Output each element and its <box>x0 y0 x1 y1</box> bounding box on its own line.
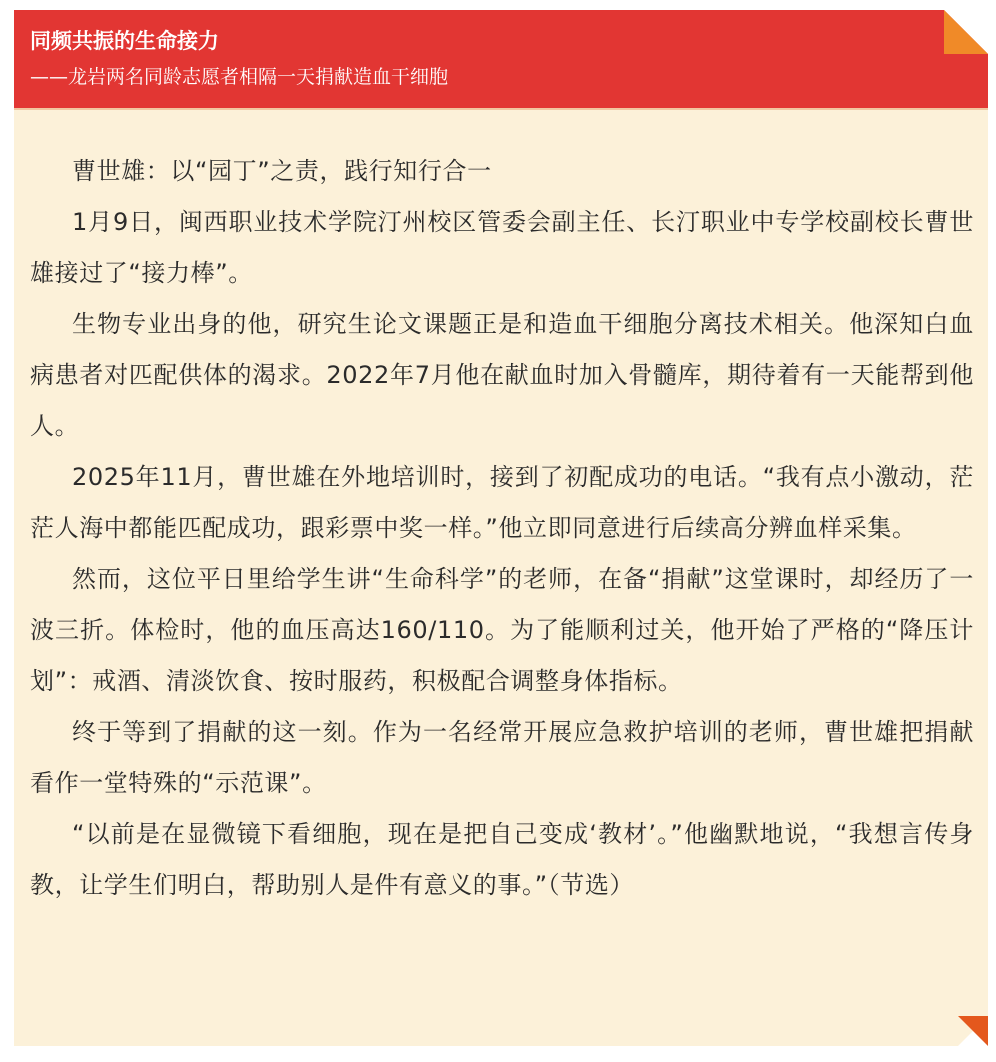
article-title: 同频共振的生命接力 <box>30 29 219 53</box>
paragraph-heading: 曹世雄：以“园丁”之责，践行知行合一 <box>72 157 492 185</box>
corner-fold-top-right <box>944 10 988 54</box>
article-subtitle: ——龙岩两名同龄志愿者相隔一天捐献造血干细胞 <box>30 66 449 88</box>
paragraph: “以前是在显微镜下看细胞，现在是把自己变成‘教材’。”他幽默地说，“我想言传身教，让学生们明白，帮助别人是件有意义的事。”（节选） <box>30 820 974 899</box>
paragraph: 生物专业出身的他，研究生论文课题正是和造血干细胞分离技术相关。他深知白血病患者对匹配供体的渴求。2022年7月他在献血时加入骨髓库，期待着有一天能帮到他人。 <box>30 310 974 440</box>
paragraph: 2025年11月，曹世雄在外地培训时，接到了初配成功的电话。“我有点小激动，茫茫人海中都能匹配成功，跟彩票中奖一样。”他立即同意进行后续高分辨血样采集。 <box>30 463 974 542</box>
paragraph: 然而，这位平日里给学生讲“生命科学”的老师，在备“捐献”这堂课时，却经历了一波三折。体检时，他的血压高达160/110。为了能顺利过关，他开始了严格的“降压计划”：戒酒、清淡饮食、按时服药，积极配合调整身体指标。 <box>30 565 974 695</box>
paragraph: 终于等到了捐献的这一刻。作为一名经常开展应急救护培训的老师，曹世雄把捐献看作一堂特殊的“示范课”。 <box>30 718 974 797</box>
article-body <box>30 146 974 911</box>
corner-fold-bottom-right <box>958 1016 988 1046</box>
paragraph: 1月9日，闽西职业技术学院汀州校区管委会副主任、长汀职业中专学校副校长曹世雄接过了“接力棒”。 <box>30 208 974 287</box>
article-card <box>14 10 988 1046</box>
header-banner <box>14 10 988 108</box>
